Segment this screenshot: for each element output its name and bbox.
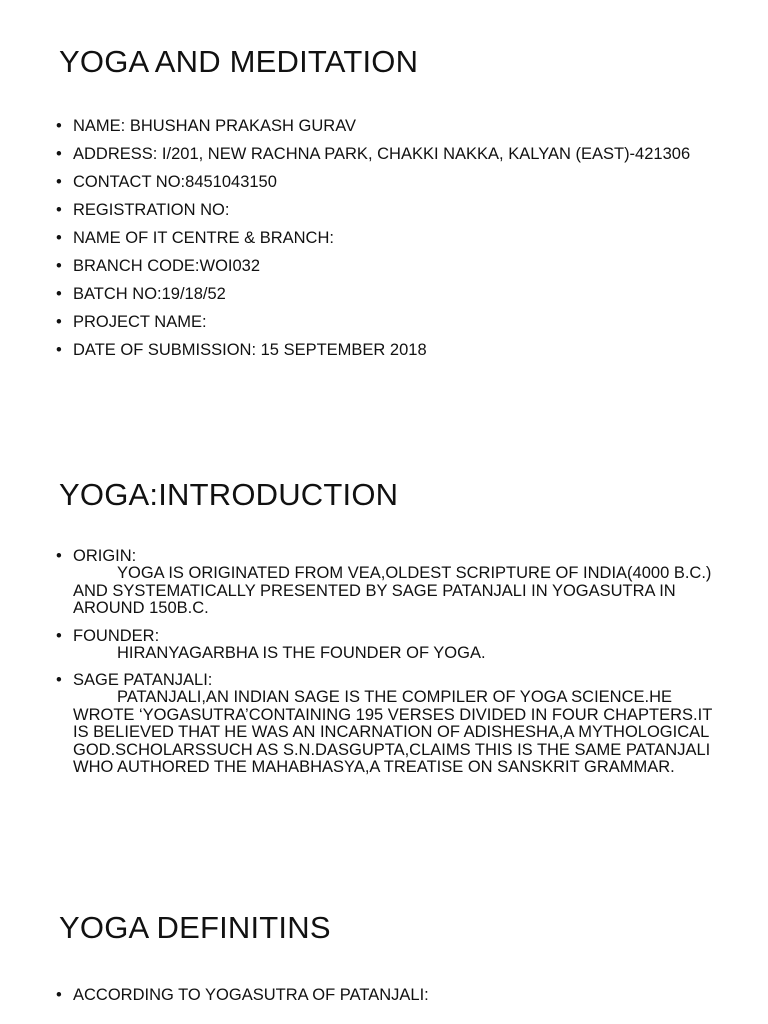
- definitions-list: [56, 986, 716, 1004]
- item-text: HIRANYAGARBHA IS THE FOUNDER OF YOGA.: [117, 643, 486, 662]
- slide-title: YOGA AND MEDITATION: [59, 44, 419, 79]
- list-item-batch: • BATCH NO:19/18/52: [56, 285, 716, 303]
- list-item-origin: [56, 547, 716, 618]
- item-heading: • FOUNDER:: [73, 626, 160, 645]
- list-item-address: • ADDRESS: I/201, NEW RACHNA PARK, CHAKKI NAKKA, KALYAN (EAST)-421306: [56, 145, 716, 163]
- list-item-it-centre: • NAME OF IT CENTRE & BRANCH:: [56, 229, 716, 247]
- details-list: [56, 117, 716, 369]
- list-item-project: • PROJECT NAME:: [56, 313, 716, 331]
- item-text: YOGA IS ORIGINATED FROM VEA,OLDEST SCRIPTURE OF INDIA(4000 B.C.) AND SYSTEMATICALLY PRESENTED BY SAGE PATANJALI IN YOGASUTRA IN AROUND 150B.C.: [73, 564, 712, 617]
- item-text: PATANJALI,AN INDIAN SAGE IS THE COMPILER OF YOGA SCIENCE.HE WROTE ‘YOGASUTRA’CONTAINING 195 VERSES DIVIDED IN FOUR CHAPTERS.IT IS BELIEVED THAT HE WAS AN INCARNATION OF ADISHESHA,A MYTHOLOGICAL GOD.SCHOLARSSUCH AS S.N.DASGUPTA,CLAIMS THIS IS THE SAME PATANJALI WHO AUTHORED THE MAHABHASYA,A TREATISE ON SANSKRIT GRAMMAR.: [73, 688, 713, 776]
- slide-title: YOGA DEFINITINS: [59, 910, 331, 945]
- list-item-sage-patanjali: [56, 671, 716, 777]
- slide-title: YOGA:INTRODUCTION: [59, 477, 399, 512]
- list-item-registration: • REGISTRATION NO:: [56, 201, 716, 219]
- list-item-branch-code: • BRANCH CODE:WOI032: [56, 257, 716, 275]
- item-heading: • SAGE PATANJALI:: [73, 671, 213, 689]
- introduction-list: [56, 547, 716, 786]
- list-item-according-to: • ACCORDING TO YOGASUTRA OF PATANJALI:: [56, 986, 716, 1004]
- item-heading: • ORIGIN:: [73, 547, 137, 565]
- list-item-name: • NAME: BHUSHAN PRAKASH GURAV: [56, 117, 716, 135]
- list-item-contact: • CONTACT NO:8451043150: [56, 173, 716, 191]
- list-item-submission-date: • DATE OF SUBMISSION: 15 SEPTEMBER 2018: [56, 341, 716, 359]
- list-item-founder: [56, 627, 716, 663]
